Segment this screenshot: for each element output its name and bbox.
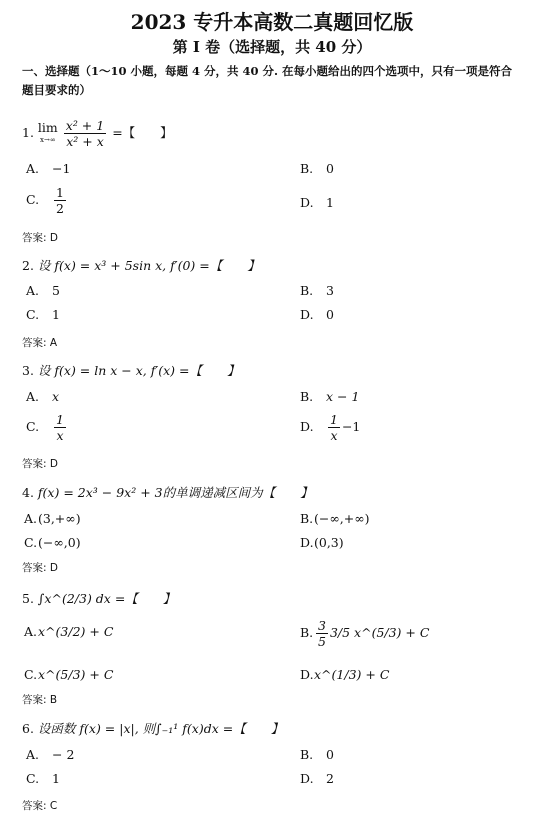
page-title: 2023 专升本高数二真题回忆版 — [130, 10, 414, 34]
q2-option-d: D. 0 — [300, 307, 334, 322]
q3-option-d: D. $\frac{1}{x}$ −1 — [300, 412, 361, 443]
question-1-stem — [22, 118, 173, 149]
q2-option-b: B. 3 — [300, 283, 334, 298]
answer-label: 答案: — [22, 694, 47, 706]
q4-option-b: B.(−∞,+∞) — [300, 511, 370, 526]
fraction-numerator: 1 — [56, 412, 64, 427]
q2-option-a: A. 5 — [26, 283, 60, 298]
lim-text: lim — [37, 119, 58, 135]
q4-answer — [22, 560, 58, 575]
option-text: (0,3) — [314, 535, 344, 550]
option-fraction — [54, 185, 66, 216]
q4-option-c: C.(−∞,0) — [24, 535, 81, 550]
question-4-stem — [22, 483, 313, 501]
q6-answer — [22, 798, 57, 813]
fraction-denominator: x — [56, 428, 64, 443]
question-5-stem — [22, 589, 175, 607]
question-number: 5. — [22, 591, 34, 606]
option-text: −1 — [52, 161, 71, 176]
option-text: x^(3/2) + C — [38, 624, 114, 639]
q1-option-b: B. 0 — [300, 161, 334, 176]
option-text: (−∞,0) — [38, 535, 81, 550]
answer-value: D — [49, 232, 58, 244]
option-text: (−∞,+∞) — [314, 511, 370, 526]
option-text: (3,+∞) — [38, 511, 81, 526]
option-text: 1 — [326, 195, 334, 210]
answer-label: 答案: — [22, 337, 47, 349]
q6-option-c: C. 1 — [26, 771, 60, 786]
question-text: 设函数 f(x) = |x|, 则∫₋₁¹ f(x)dx =【 】 — [37, 721, 284, 736]
limit-operator — [37, 119, 58, 146]
fraction-numerator: 3 — [318, 618, 326, 633]
q3-option-c: C. $\frac{1}{x}$ — [26, 412, 64, 443]
q1-option-a: A. −1 — [26, 161, 71, 176]
fraction-numerator: 1 — [56, 185, 64, 200]
q3-answer — [22, 456, 58, 471]
answer-bracket: =【 】 — [112, 125, 173, 140]
option-fraction — [54, 412, 66, 443]
fraction-denominator: x — [330, 428, 338, 443]
option-text: 0 — [326, 747, 334, 762]
q1-option-d: D. 1 — [300, 195, 334, 210]
question-text: ∫x^(2/3) dx =【 】 — [37, 591, 176, 606]
q1-option-c: C. $\frac{1}{2}$ — [26, 185, 64, 216]
question-number: 4. — [22, 485, 34, 500]
q5-option-b: B. $\frac{3}{5}$ 3/5 x^(5/3) + C — [300, 618, 430, 649]
question-number: 3. — [22, 363, 34, 378]
option-text: 1 — [52, 307, 60, 322]
answer-value: B — [49, 694, 58, 706]
question-text: f(x) = 2x³ − 9x² + 3的单调递减区间为【 】 — [37, 485, 313, 500]
answer-label: 答案: — [22, 562, 47, 574]
q2-option-c: C. 1 — [26, 307, 60, 322]
answer-label: 答案: — [22, 232, 47, 244]
q3-option-a: A. x — [26, 389, 60, 404]
option-text: x^(1/3) + C — [314, 667, 390, 682]
option-text: 2 — [326, 771, 334, 786]
question-number: 2. — [22, 258, 34, 273]
q5-answer — [22, 692, 57, 707]
limit-fraction — [64, 118, 106, 149]
option-text: 0 — [326, 161, 334, 176]
question-text: 设 f(x) = ln x − x, f′(x) =【 】 — [37, 363, 240, 378]
answer-value: D — [49, 458, 58, 470]
answer-value: C — [49, 800, 58, 812]
option-text: 0 — [326, 307, 334, 322]
q6-option-d: D. 2 — [300, 771, 334, 786]
q3-option-b: B. x − 1 — [300, 389, 360, 404]
section-instructions: 一、选择题（1～10 小题，每题 4 分，共 40 分. 在每小题给出的四个选项中，只有一项是符合题目要求的） — [22, 64, 513, 97]
option-text: x^(5/3) + C — [38, 667, 114, 682]
answer-value: D — [49, 562, 58, 574]
q6-option-a: A. − 2 — [26, 747, 75, 762]
question-number: 6. — [22, 721, 34, 736]
fraction-denominator: 5 — [318, 634, 326, 649]
lim-subscript: x→∞ — [40, 135, 56, 144]
q6-option-b: B. 0 — [300, 747, 334, 762]
option-text: 3 — [326, 283, 334, 298]
option-text: 1 — [52, 771, 60, 786]
question-3-stem — [22, 361, 239, 379]
option-text: 3/5 x^(5/3) + C — [329, 625, 430, 640]
q5-option-c: C.x^(5/3) + C — [24, 667, 114, 682]
answer-label: 答案: — [22, 458, 47, 470]
option-text: x − 1 — [326, 389, 360, 404]
option-text: −1 — [341, 419, 361, 434]
question-text: 设 f(x) = x³ + 5sin x, f′(0) =【 】 — [37, 258, 260, 273]
page-subtitle: 第 I 卷（选择题，共 40 分） — [172, 38, 372, 56]
q2-answer — [22, 335, 57, 350]
answer-label: 答案: — [22, 800, 47, 812]
option-fraction — [316, 618, 328, 649]
option-text: 5 — [52, 283, 60, 298]
option-text: x — [52, 389, 60, 404]
q4-option-d: D.(0,3) — [300, 535, 344, 550]
fraction-numerator: x² + 1 — [65, 118, 105, 133]
question-2-stem — [22, 256, 260, 274]
answer-value: A — [49, 337, 58, 349]
option-fraction — [328, 412, 340, 443]
question-6-stem — [22, 719, 283, 737]
q1-answer — [22, 230, 58, 245]
fraction-numerator: 1 — [330, 412, 338, 427]
fraction-denominator: 2 — [56, 201, 64, 216]
option-text: − 2 — [52, 747, 75, 762]
q4-option-a: A.(3,+∞) — [24, 511, 81, 526]
fraction-denominator: x² + x — [66, 134, 104, 149]
question-number: 1. — [22, 125, 34, 140]
q5-option-a: A.x^(3/2) + C — [24, 624, 114, 639]
q5-option-d: D.x^(1/3) + C — [300, 667, 390, 682]
